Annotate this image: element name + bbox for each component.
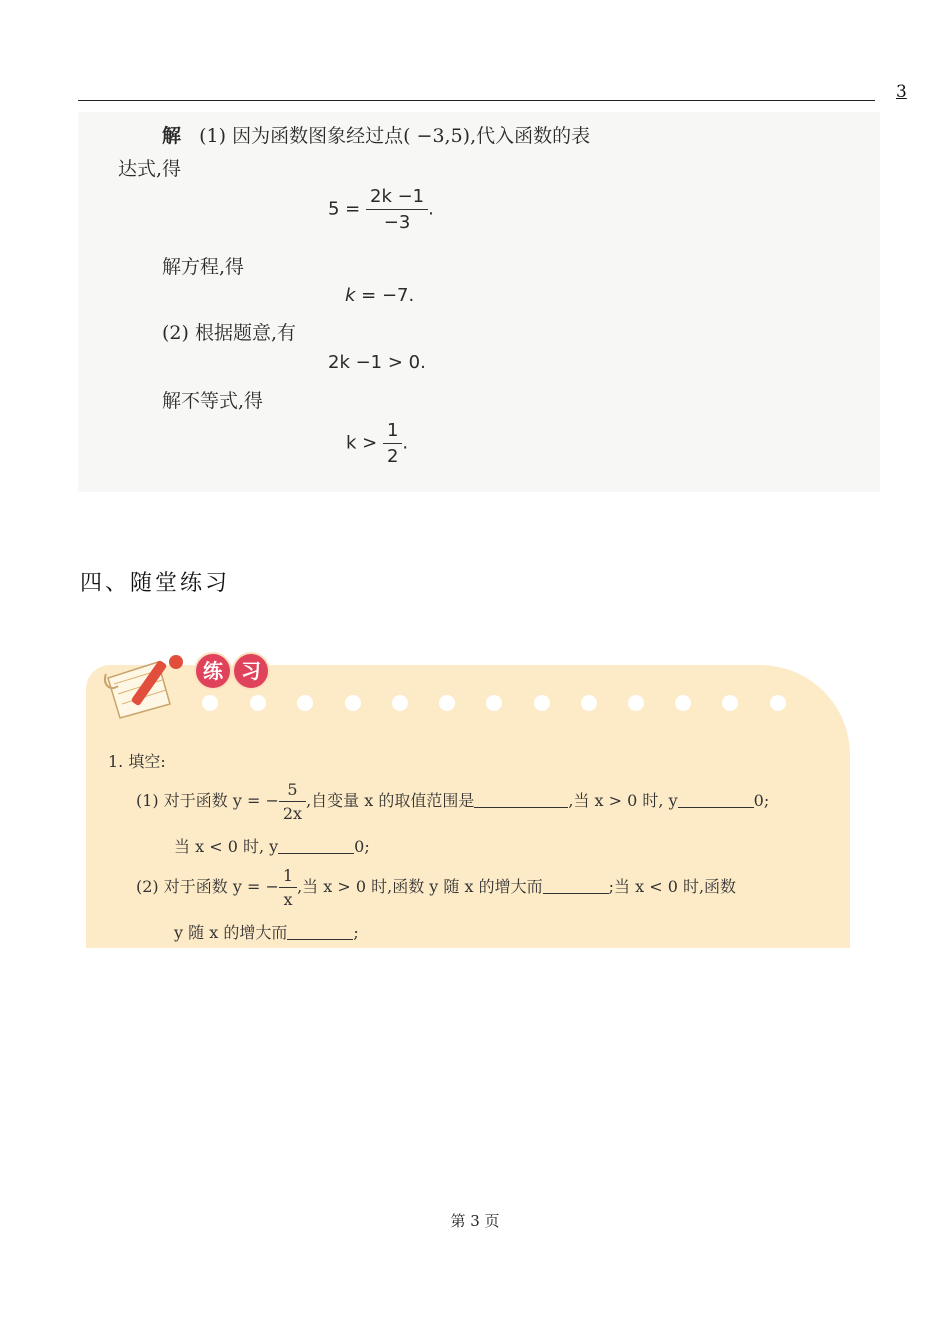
binding-hole	[345, 695, 361, 711]
p1-denominator: 2x	[282, 804, 303, 823]
inequality: 2k −1 > 0.	[328, 352, 426, 373]
p1-text-b: ,自变量 x 的取值范围是	[306, 791, 475, 810]
eq1-numerator: 2k −1	[366, 186, 428, 210]
binding-hole	[486, 695, 502, 711]
equation-1	[328, 186, 434, 233]
p1-numerator: 5	[279, 780, 306, 802]
inequality-answer	[346, 420, 408, 467]
part-2-text: (2) 根据题意,有	[162, 322, 296, 344]
answer-blank[interactable]	[287, 923, 353, 940]
p2-fraction	[279, 866, 297, 909]
question-1-part-2-cont	[174, 920, 359, 943]
answer-denominator: 2	[386, 446, 399, 467]
p1-text-f: 0;	[354, 837, 370, 856]
binding-hole	[202, 695, 218, 711]
binding-hole	[770, 695, 786, 711]
k-result	[345, 285, 414, 306]
solution-intro-cont: 达式,得	[118, 158, 182, 180]
exercise-badge-2: 习	[232, 652, 270, 690]
binding-hole	[392, 695, 408, 711]
binding-hole	[439, 695, 455, 711]
solve-equation-text: 解方程,得	[162, 256, 245, 278]
binding-hole	[250, 695, 266, 711]
p2-text-b: ,当 x > 0 时,函数 y 随 x 的增大而	[297, 877, 543, 896]
k-value: = −7.	[361, 285, 415, 306]
binding-hole	[722, 695, 738, 711]
header-page-number: 3	[896, 82, 907, 102]
p1-fraction	[279, 780, 306, 823]
eq1-end: .	[428, 198, 434, 220]
p2-text-d: y 随 x 的增大而	[174, 923, 288, 942]
solution-panel	[78, 112, 880, 492]
answer-blank[interactable]	[474, 791, 568, 808]
exercise-badge-1: 练	[194, 652, 232, 690]
question-1-part-1	[136, 780, 769, 823]
answer-end: .	[402, 432, 409, 454]
p2-denominator: x	[283, 890, 293, 909]
p2-text-a: (2) 对于函数 y = −	[136, 877, 279, 896]
answer-blank[interactable]	[678, 791, 754, 808]
answer-blank[interactable]	[278, 837, 354, 854]
footer-page-label: 第 3 页	[450, 1212, 500, 1230]
solution-intro-text: (1) 因为函数图象经过点( −3,5),代入函数的表	[199, 125, 591, 147]
header-rule	[78, 100, 875, 101]
p1-text-e: 当 x < 0 时, y	[174, 837, 279, 856]
binding-hole	[675, 695, 691, 711]
p2-text-e: ;	[353, 923, 359, 942]
notebook-pencil-icon	[100, 648, 196, 720]
eq1-fraction	[366, 186, 428, 233]
eq1-left: 5 =	[328, 198, 361, 220]
answer-numerator: 1	[383, 420, 402, 444]
section-title: 四、随堂练习	[80, 571, 231, 596]
p1-text-c: ,当 x > 0 时, y	[568, 791, 678, 810]
question-1-part-2	[136, 866, 736, 909]
answer-left: k >	[346, 432, 378, 454]
question-1-label: 1. 填空:	[108, 752, 166, 771]
answer-fraction	[383, 420, 402, 467]
p1-text-d: 0;	[753, 791, 770, 810]
eq1-denominator: −3	[383, 212, 411, 233]
binding-hole	[581, 695, 597, 711]
p2-numerator: 1	[279, 866, 297, 888]
k-variable: k	[345, 285, 356, 306]
solution-label: 解	[162, 125, 182, 147]
solution-intro	[162, 121, 590, 148]
solve-inequality-text: 解不等式,得	[162, 390, 264, 412]
binding-hole	[628, 695, 644, 711]
p2-text-c: ;当 x < 0 时,函数	[608, 877, 737, 896]
binding-hole	[297, 695, 313, 711]
binding-hole	[534, 695, 550, 711]
p1-text-a: (1) 对于函数 y = −	[136, 791, 279, 810]
question-1-part-1-cont	[174, 834, 370, 857]
answer-blank[interactable]	[543, 877, 609, 894]
